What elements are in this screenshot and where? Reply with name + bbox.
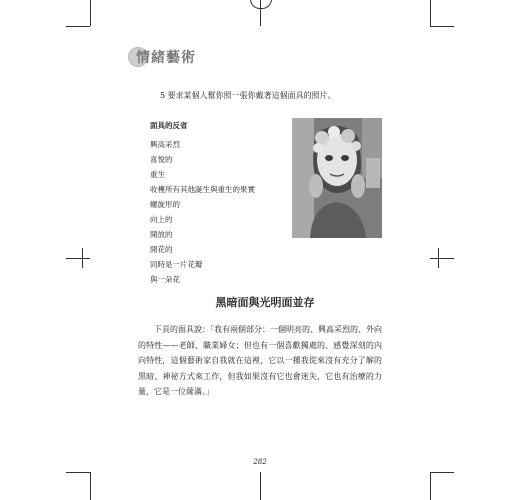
poem-line: 重生 (150, 170, 165, 179)
crop-mark-left-center-v (82, 248, 83, 268)
poem-line: 螺旋形的 (150, 200, 180, 209)
registration-mark-top (250, 0, 272, 9)
crop-mark-bottom-right-h (430, 472, 454, 473)
crop-mark-right-center (430, 258, 454, 259)
header-title: 情緒藝術 (136, 50, 196, 66)
crop-mark-top-right-h (430, 26, 454, 27)
poem-line: 興高采烈 (150, 140, 180, 149)
poem-line: 開放的 (150, 230, 173, 239)
poem-line: 喜悅的 (150, 155, 173, 164)
crop-mark-top-left-v (90, 0, 91, 26)
poem-title: 面具的反省 (150, 121, 188, 130)
page-number: 282 (253, 458, 267, 466)
poem-line: 開花的 (150, 245, 173, 254)
poem-line: 向上的 (150, 215, 173, 224)
body-paragraph: 下頁的面具說：「我有兩個部分：一個明亮的、興高采烈的、外向的特性——老師、職業婦女；但也有一個喜歡獨處的、感覺深刻的內向特性，這個藝術家自我就在這裡，它以一種我從來沒有充分了解的黑暗、神祕方式來工作，但我如果沒有它也會迷失，它也有治療的力量，它是一位薩滿。」 (138, 325, 382, 396)
poem-line: 與一朵花 (150, 275, 180, 284)
crop-mark-top-left-h (66, 26, 90, 27)
crop-mark-bottom-right-v (430, 472, 431, 500)
running-header (128, 46, 198, 68)
step-instruction: 5 要求某個人幫你照一張你戴著這個面具的照片。 (160, 91, 336, 100)
crop-mark-bottom-center (260, 472, 261, 500)
poem (150, 120, 290, 287)
crop-mark-bottom-left-v (90, 472, 91, 500)
crop-mark-left-center (66, 258, 90, 259)
section-heading: 黑暗面與光明面並存 (215, 296, 315, 309)
poem-line: 同時是一片花瓣 (150, 260, 203, 269)
mask-photo-image (292, 118, 382, 238)
crop-mark-bottom-left-h (66, 472, 90, 473)
crop-mark-top-right-v (430, 0, 431, 26)
mask-photo (292, 118, 382, 238)
crop-mark-right-center-v (438, 248, 439, 268)
poem-line: 收穫所有其他誕生與重生的果實 (150, 185, 255, 194)
